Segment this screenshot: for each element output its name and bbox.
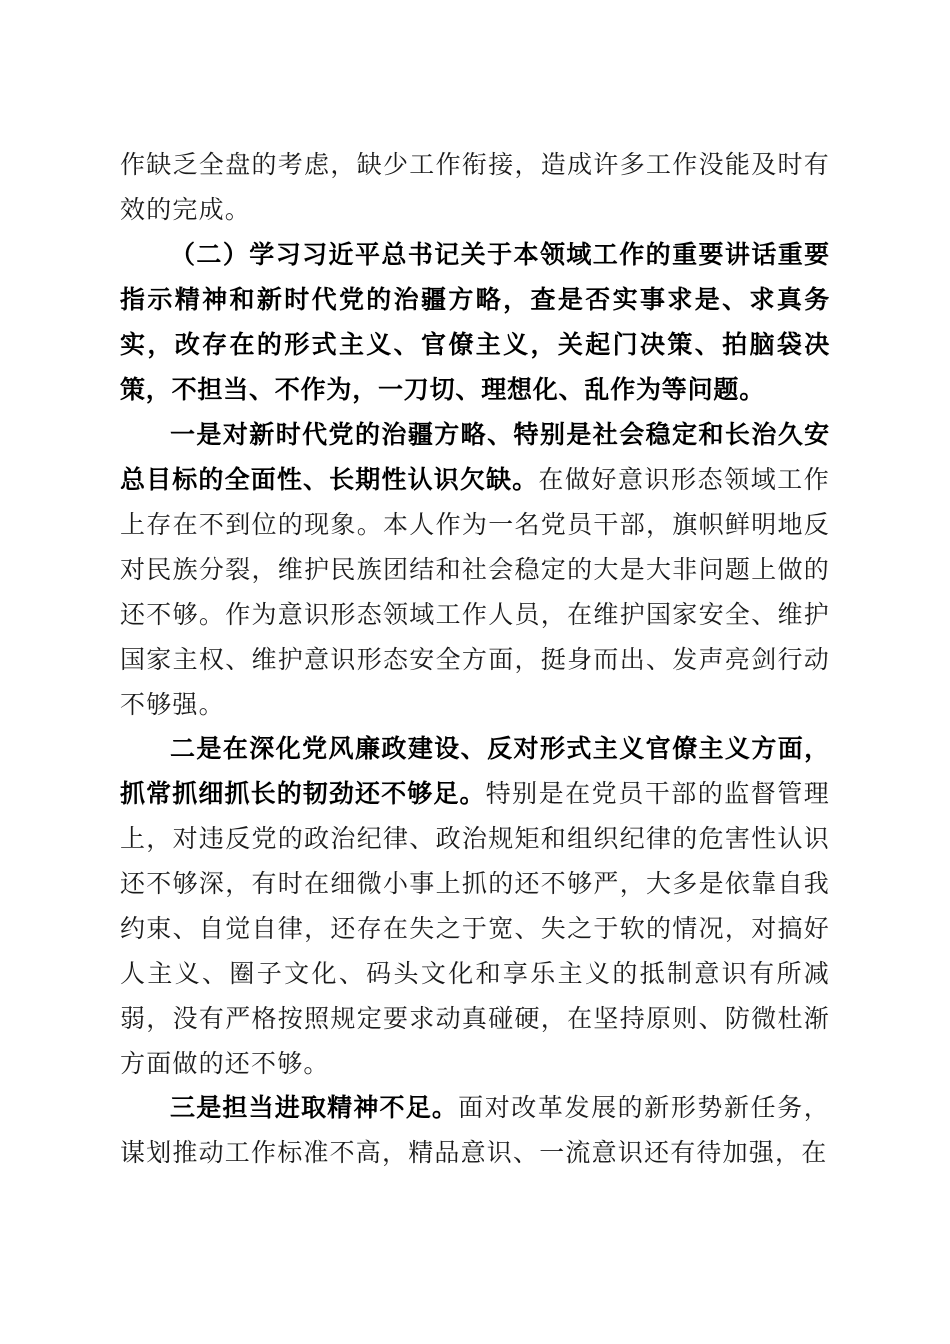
paragraph-lead: 一是对新时代党的治疆方略、特别是社会稳定和长治久安总目标的全面性、长期性认识欠缺。: [120, 420, 830, 494]
paragraph-lead: 三是担当进取精神不足。: [170, 1093, 459, 1122]
paragraph-point-1: [120, 412, 830, 727]
paragraph-point-3: [120, 1085, 830, 1175]
paragraph-text: 在做好意识形态领域工作上存在不到位的现象。本人作为一名党员干部，旗帜鲜明地反对民族分裂，维护民族团结和社会稳定的大是大非问题上做的还不够。作为意识形态领域工作人员，在维护国家安全、维护国家主权、维护意识形态安全方面，挺身而出、发声亮剑行动不够强。: [120, 465, 831, 719]
paragraph-text: 特别是在党员干部的监督管理上，对违反党的政治纪律、政治规矩和组织纪律的危害性认识还不够深，有时在细微小事上抓的还不够严，大多是依靠自我约束、自觉自律，还存在失之于宽、失之于软的情况，对搞好人主义、圈子文化、码头文化和享乐主义的抵制意识有所减弱，没有严格按照规定要求动真碰硬，在坚持原则、防微杜渐方面做的还不够。: [120, 779, 831, 1078]
paragraph-point-2: [120, 726, 830, 1086]
paragraph-text: 作缺乏全盘的考虑，缺少工作衔接，造成许多工作没能及时有效的完成。: [120, 150, 830, 224]
paragraph-text: 面对改革发展的新形势新任务，谋划推动工作标准不高，精品意识、一流意识还有待加强，在: [120, 1093, 830, 1167]
paragraph-lead: 二是在深化党风廉政建设、反对形式主义官僚主义方面，抓常抓细抓长的韧劲还不够足。: [120, 734, 830, 808]
section-heading-2: [120, 232, 830, 412]
section-heading-text: （二）学习习近平总书记关于本领域工作的重要讲话重要指示精神和新时代党的治疆方略，查是否实事求是、求真务实，改存在的形式主义、官僚主义，关起门决策、拍脑袋决策，不担当、不作为，一刀切、理想化、乱作为等问题。: [120, 240, 830, 404]
paragraph-continuation: [120, 142, 830, 232]
